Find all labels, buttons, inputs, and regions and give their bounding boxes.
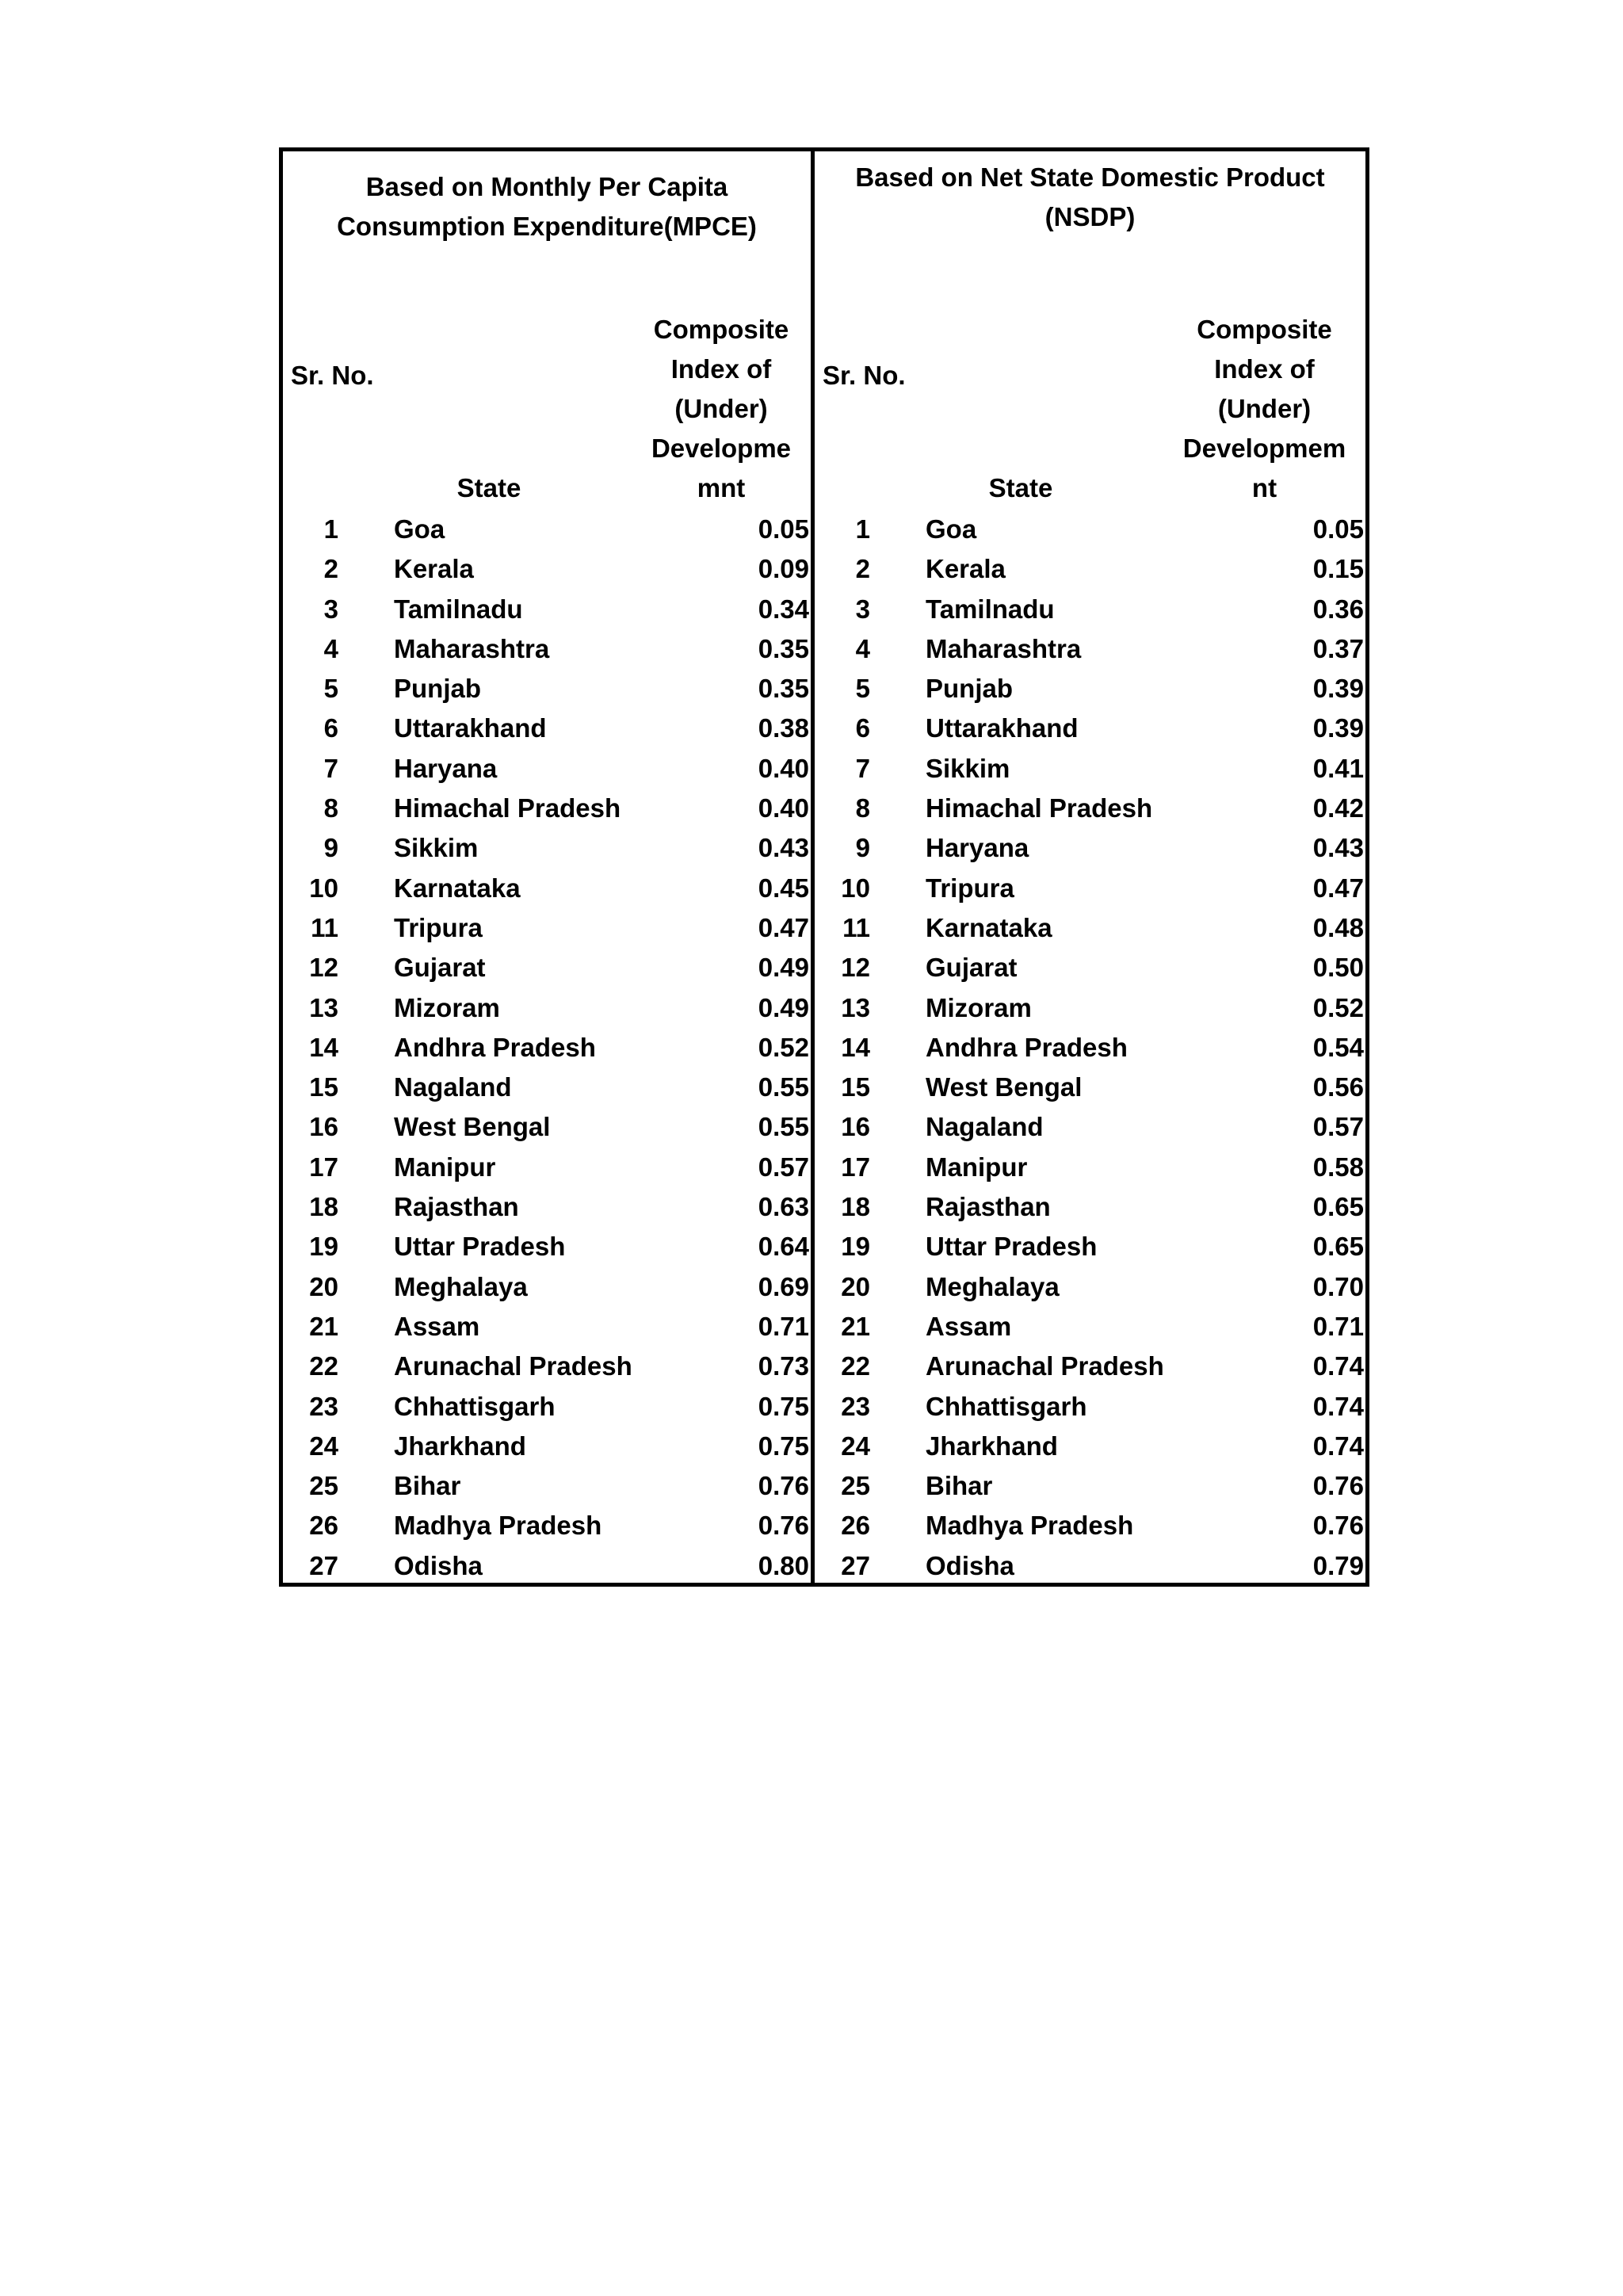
row-state-name: Gujarat — [394, 953, 486, 983]
row-index-value: 0.45 — [758, 873, 809, 903]
mpce-title-line-1: Based on Monthly Per Capita — [365, 172, 728, 201]
row-serial-number: 4 — [323, 633, 338, 663]
row-state-name: West Bengal — [926, 1072, 1083, 1102]
table-row — [815, 1307, 1365, 1347]
row-state-name: Odisha — [926, 1550, 1014, 1580]
row-serial-number: 25 — [309, 1471, 338, 1501]
row-index-value: 0.71 — [758, 1311, 809, 1341]
row-index-value: 0.76 — [1312, 1511, 1364, 1541]
row-index-value: 0.09 — [758, 554, 809, 584]
table-row — [283, 908, 811, 948]
row-serial-number: 8 — [855, 793, 870, 823]
row-state-name: Goa — [394, 514, 445, 544]
row-index-value: 0.76 — [758, 1471, 809, 1501]
table-row — [283, 1427, 811, 1466]
table-row — [815, 1107, 1365, 1147]
row-index-value: 0.35 — [758, 674, 809, 704]
table-row — [815, 590, 1365, 629]
row-serial-number: 14 — [309, 1032, 338, 1062]
table-row — [815, 1028, 1365, 1068]
row-index-value: 0.40 — [758, 753, 809, 783]
mpce-panel-title — [283, 167, 811, 246]
row-index-value: 0.74 — [1312, 1391, 1364, 1421]
row-state-name: Karnataka — [394, 873, 521, 903]
row-serial-number: 17 — [841, 1152, 870, 1182]
row-serial-number: 13 — [309, 992, 338, 1022]
table-row — [283, 1148, 811, 1187]
row-state-name: Odisha — [394, 1550, 483, 1580]
row-serial-number: 21 — [841, 1311, 870, 1341]
row-serial-number: 27 — [841, 1550, 870, 1580]
table-row — [283, 590, 811, 629]
table-row — [283, 1387, 811, 1427]
table-row — [283, 510, 811, 549]
row-state-name: Jharkhand — [394, 1431, 526, 1461]
row-index-value: 0.71 — [1312, 1311, 1364, 1341]
table-row — [815, 1347, 1365, 1386]
row-index-value: 0.63 — [758, 1192, 809, 1222]
row-serial-number: 12 — [841, 953, 870, 983]
row-serial-number: 20 — [309, 1271, 338, 1301]
row-serial-number: 12 — [309, 953, 338, 983]
nsdp-title-line-1: Based on Net State Domestic Product — [855, 162, 1325, 192]
row-state-name: Gujarat — [926, 953, 1018, 983]
row-index-value: 0.40 — [758, 793, 809, 823]
row-index-value: 0.48 — [1312, 912, 1364, 942]
row-serial-number: 13 — [841, 992, 870, 1022]
row-serial-number: 9 — [323, 833, 338, 863]
mpce-title-line-2: Consumption Expenditure(MPCE) — [337, 212, 757, 241]
row-serial-number: 14 — [841, 1032, 870, 1062]
mpce-header-srno: Sr. No. — [291, 361, 374, 390]
row-state-name: Manipur — [926, 1152, 1028, 1182]
table-row — [815, 1068, 1365, 1107]
row-index-value: 0.65 — [1312, 1192, 1364, 1222]
row-index-value: 0.58 — [1312, 1152, 1364, 1182]
row-serial-number: 1 — [855, 514, 870, 544]
table-row — [283, 869, 811, 908]
row-state-name: Meghalaya — [394, 1271, 528, 1301]
row-state-name: Rajasthan — [926, 1192, 1051, 1222]
row-serial-number: 26 — [309, 1511, 338, 1541]
table-row — [815, 709, 1365, 748]
row-serial-number: 20 — [841, 1271, 870, 1301]
mpce-header-index-line: Developme — [651, 434, 792, 463]
row-index-value: 0.56 — [1312, 1072, 1364, 1102]
row-index-value: 0.73 — [758, 1351, 809, 1381]
row-index-value: 0.43 — [758, 833, 809, 863]
nsdp-header-index-line: (Under) — [1217, 394, 1312, 423]
row-index-value: 0.55 — [758, 1072, 809, 1102]
table-row — [283, 749, 811, 789]
table-row — [283, 828, 811, 868]
row-state-name: Assam — [926, 1311, 1012, 1341]
table-row — [815, 1506, 1365, 1545]
row-serial-number: 11 — [311, 912, 338, 942]
table-row — [283, 789, 811, 828]
row-serial-number: 6 — [323, 713, 338, 743]
row-state-name: Punjab — [394, 674, 482, 704]
nsdp-header-index-line: nt — [1251, 473, 1277, 502]
mpce-header-index-line: mnt — [697, 473, 746, 502]
row-state-name: Maharashtra — [926, 633, 1082, 663]
row-state-name: Uttarakhand — [394, 713, 547, 743]
table-row — [283, 1347, 811, 1386]
row-state-name: Tripura — [926, 873, 1014, 903]
table-row — [283, 1107, 811, 1147]
row-index-value: 0.57 — [1312, 1112, 1364, 1142]
row-serial-number: 19 — [309, 1232, 338, 1262]
row-serial-number: 27 — [309, 1550, 338, 1580]
mpce-header-index-line: Index of — [670, 354, 772, 384]
row-state-name: Bihar — [394, 1471, 461, 1501]
table-row — [815, 669, 1365, 709]
table-row — [283, 1227, 811, 1266]
nsdp-header-index-line: Index of — [1214, 354, 1315, 384]
row-state-name: Andhra Pradesh — [926, 1032, 1128, 1062]
table-row — [283, 709, 811, 748]
row-serial-number: 9 — [855, 833, 870, 863]
table-row — [815, 1466, 1365, 1506]
table-row — [283, 1307, 811, 1347]
row-state-name: Kerala — [394, 554, 474, 584]
row-serial-number: 5 — [855, 674, 870, 704]
table-row — [815, 908, 1365, 948]
ranking-table — [279, 147, 1369, 1587]
row-state-name: Tamilnadu — [926, 594, 1055, 624]
row-index-value: 0.05 — [758, 514, 809, 544]
row-state-name: Madhya Pradesh — [926, 1511, 1134, 1541]
row-state-name: Uttarakhand — [926, 713, 1079, 743]
row-index-value: 0.36 — [1312, 594, 1364, 624]
row-serial-number: 10 — [841, 873, 870, 903]
table-row — [815, 1267, 1365, 1307]
row-index-value: 0.49 — [758, 992, 809, 1022]
table-row — [283, 669, 811, 709]
mpce-header-state: State — [456, 473, 521, 502]
row-serial-number: 2 — [855, 554, 870, 584]
row-serial-number: 16 — [841, 1112, 870, 1142]
nsdp-header-index-line: Developmem — [1182, 434, 1346, 463]
row-serial-number: 3 — [855, 594, 870, 624]
row-state-name: Uttar Pradesh — [926, 1232, 1098, 1262]
row-index-value: 0.41 — [1312, 753, 1364, 783]
table-row — [815, 869, 1365, 908]
row-serial-number: 24 — [841, 1431, 870, 1461]
row-index-value: 0.50 — [1312, 953, 1364, 983]
mpce-rows — [283, 510, 811, 1586]
row-serial-number: 22 — [309, 1351, 338, 1381]
row-serial-number: 2 — [323, 554, 338, 584]
row-serial-number: 5 — [323, 674, 338, 704]
row-index-value: 0.37 — [1312, 633, 1364, 663]
row-index-value: 0.64 — [758, 1232, 809, 1262]
table-row — [283, 1466, 811, 1506]
table-row — [283, 629, 811, 669]
row-index-value: 0.65 — [1312, 1232, 1364, 1262]
row-index-value: 0.43 — [1312, 833, 1364, 863]
row-index-value: 0.49 — [758, 953, 809, 983]
row-state-name: West Bengal — [394, 1112, 551, 1142]
row-serial-number: 23 — [309, 1391, 338, 1421]
row-state-name: Rajasthan — [394, 1192, 519, 1222]
row-state-name: Uttar Pradesh — [394, 1232, 566, 1262]
table-row — [815, 1148, 1365, 1187]
row-serial-number: 25 — [841, 1471, 870, 1501]
row-index-value: 0.47 — [1312, 873, 1364, 903]
row-state-name: Himachal Pradesh — [394, 793, 621, 823]
row-index-value: 0.74 — [1312, 1351, 1364, 1381]
row-index-value: 0.47 — [758, 912, 809, 942]
row-state-name: Mizoram — [926, 992, 1032, 1022]
row-state-name: Himachal Pradesh — [926, 793, 1153, 823]
table-row — [283, 1068, 811, 1107]
row-state-name: Tamilnadu — [394, 594, 523, 624]
row-index-value: 0.34 — [758, 594, 809, 624]
row-index-value: 0.55 — [758, 1112, 809, 1142]
row-serial-number: 6 — [855, 713, 870, 743]
row-index-value: 0.54 — [1312, 1032, 1364, 1062]
table-row — [283, 1187, 811, 1227]
row-state-name: Tripura — [394, 912, 483, 942]
row-serial-number: 10 — [309, 873, 338, 903]
table-row — [815, 789, 1365, 828]
table-row — [815, 1427, 1365, 1466]
row-state-name: Assam — [394, 1311, 480, 1341]
row-serial-number: 26 — [841, 1511, 870, 1541]
row-serial-number: 18 — [841, 1192, 870, 1222]
row-index-value: 0.69 — [758, 1271, 809, 1301]
row-state-name: Chhattisgarh — [394, 1391, 556, 1421]
row-index-value: 0.75 — [758, 1431, 809, 1461]
row-serial-number: 23 — [841, 1391, 870, 1421]
row-index-value: 0.75 — [758, 1391, 809, 1421]
table-row — [283, 1028, 811, 1068]
nsdp-panel-title — [815, 158, 1365, 237]
table-row — [283, 1506, 811, 1545]
table-row — [815, 549, 1365, 589]
row-index-value: 0.39 — [1312, 713, 1364, 743]
row-index-value: 0.76 — [758, 1511, 809, 1541]
row-state-name: Mizoram — [394, 992, 500, 1022]
table-row — [283, 1267, 811, 1307]
row-serial-number: 11 — [842, 912, 870, 942]
row-state-name: Sikkim — [394, 833, 479, 863]
row-state-name: Andhra Pradesh — [394, 1032, 596, 1062]
row-state-name: Karnataka — [926, 912, 1052, 942]
table-row — [815, 828, 1365, 868]
mpce-header-index-line: Composite — [653, 315, 789, 344]
row-state-name: Arunachal Pradesh — [394, 1351, 632, 1381]
row-serial-number: 8 — [323, 793, 338, 823]
row-state-name: Kerala — [926, 554, 1006, 584]
table-row — [815, 948, 1365, 988]
nsdp-rows — [815, 510, 1365, 1586]
nsdp-header-state: State — [988, 473, 1053, 502]
table-row — [815, 1387, 1365, 1427]
nsdp-title-line-2: (NSDP) — [1044, 202, 1136, 231]
row-serial-number: 15 — [309, 1072, 338, 1102]
table-row — [283, 988, 811, 1028]
row-serial-number: 17 — [309, 1152, 338, 1182]
mpce-header-index-line: (Under) — [674, 394, 768, 423]
row-state-name: Chhattisgarh — [926, 1391, 1087, 1421]
table-row — [815, 629, 1365, 669]
table-row — [283, 948, 811, 988]
mpce-panel — [283, 151, 815, 1583]
nsdp-panel — [815, 151, 1365, 1583]
row-state-name: Bihar — [926, 1471, 993, 1501]
row-index-value: 0.57 — [758, 1152, 809, 1182]
row-index-value: 0.80 — [758, 1550, 809, 1580]
row-state-name: Arunachal Pradesh — [926, 1351, 1164, 1381]
row-index-value: 0.79 — [1312, 1550, 1364, 1580]
row-index-value: 0.42 — [1312, 793, 1364, 823]
row-index-value: 0.15 — [1312, 554, 1364, 584]
row-serial-number: 19 — [841, 1232, 870, 1262]
row-state-name: Manipur — [394, 1152, 496, 1182]
table-row — [815, 1187, 1365, 1227]
nsdp-header-index-line: Composite — [1197, 315, 1332, 344]
row-state-name: Sikkim — [926, 753, 1010, 783]
row-index-value: 0.35 — [758, 633, 809, 663]
row-serial-number: 18 — [309, 1192, 338, 1222]
row-state-name: Nagaland — [926, 1112, 1044, 1142]
row-index-value: 0.70 — [1312, 1271, 1364, 1301]
row-serial-number: 7 — [323, 753, 338, 783]
row-serial-number: 24 — [309, 1431, 338, 1461]
row-serial-number: 16 — [309, 1112, 338, 1142]
table-row — [815, 510, 1365, 549]
row-state-name: Madhya Pradesh — [394, 1511, 602, 1541]
table-row — [815, 1227, 1365, 1266]
row-index-value: 0.76 — [1312, 1471, 1364, 1501]
row-serial-number: 7 — [855, 753, 870, 783]
row-state-name: Punjab — [926, 674, 1014, 704]
row-index-value: 0.38 — [758, 713, 809, 743]
table-row — [815, 1546, 1365, 1586]
nsdp-header-srno: Sr. No. — [823, 361, 906, 390]
table-row — [283, 1546, 811, 1586]
row-index-value: 0.52 — [758, 1032, 809, 1062]
nsdp-header-index — [1175, 310, 1354, 508]
row-state-name: Haryana — [394, 753, 498, 783]
row-state-name: Haryana — [926, 833, 1029, 863]
row-serial-number: 22 — [841, 1351, 870, 1381]
row-index-value: 0.39 — [1312, 674, 1364, 704]
row-state-name: Jharkhand — [926, 1431, 1058, 1461]
table-row — [283, 549, 811, 589]
row-serial-number: 15 — [841, 1072, 870, 1102]
row-serial-number: 4 — [855, 633, 870, 663]
table-row — [815, 988, 1365, 1028]
row-index-value: 0.52 — [1312, 992, 1364, 1022]
row-serial-number: 3 — [323, 594, 338, 624]
table-row — [815, 749, 1365, 789]
row-state-name: Meghalaya — [926, 1271, 1060, 1301]
row-index-value: 0.74 — [1312, 1431, 1364, 1461]
row-state-name: Goa — [926, 514, 977, 544]
mpce-header-index — [630, 310, 812, 508]
row-index-value: 0.05 — [1312, 514, 1364, 544]
row-state-name: Maharashtra — [394, 633, 550, 663]
row-serial-number: 1 — [323, 514, 338, 544]
row-state-name: Nagaland — [394, 1072, 512, 1102]
row-serial-number: 21 — [309, 1311, 338, 1341]
